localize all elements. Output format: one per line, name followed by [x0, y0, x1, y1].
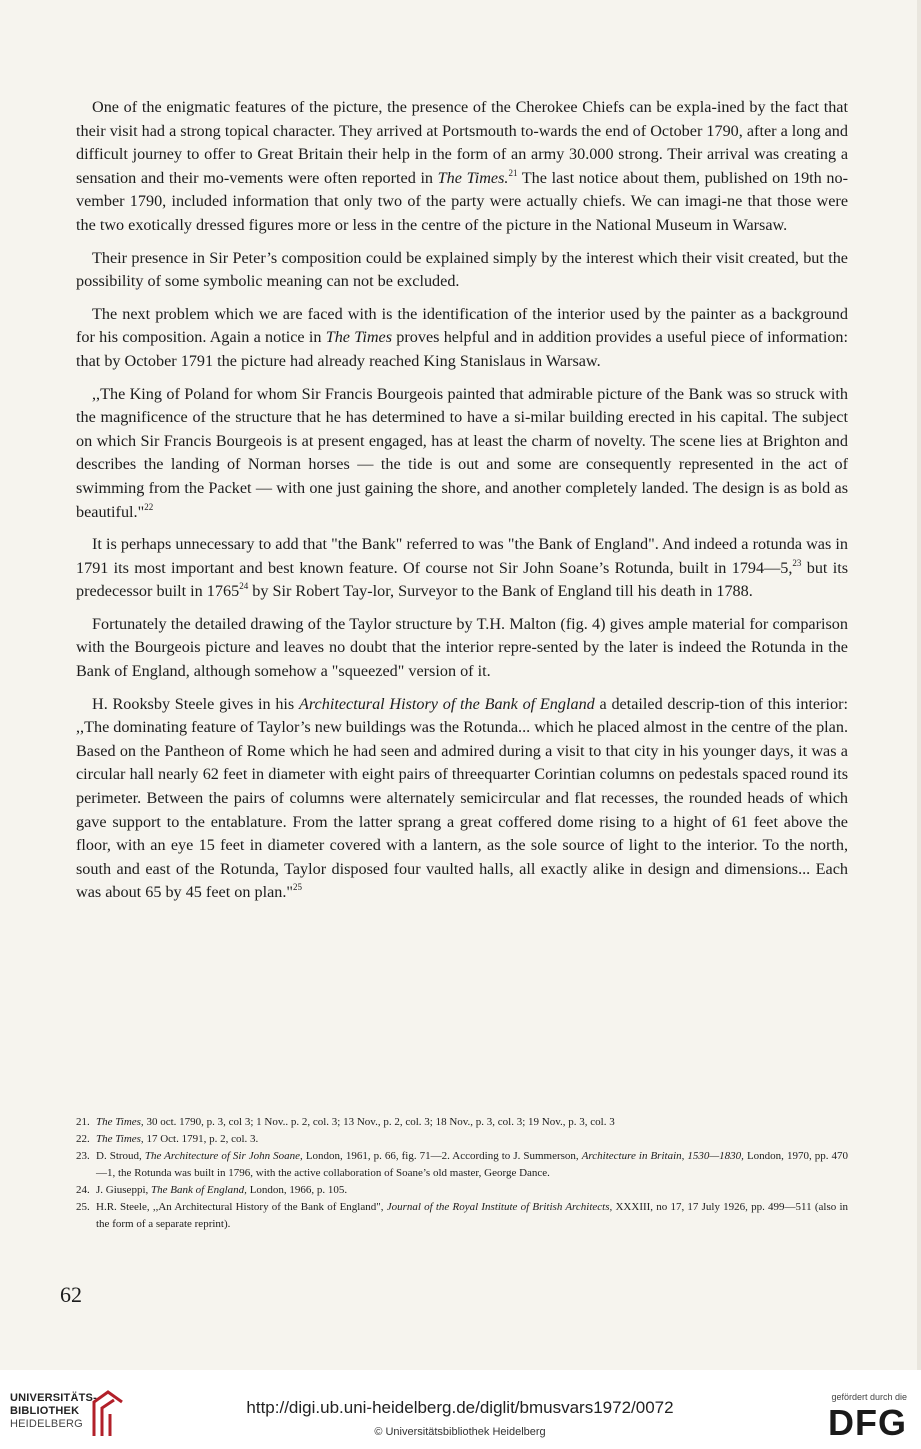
footnote-number: 21. [76, 1116, 90, 1128]
footnote-ref: 25 [293, 882, 302, 893]
footnote-number: 22. [76, 1133, 90, 1145]
text-run: One of the enigmatic features of the picture, the presence of the Cherokee Chiefs can be expla-ined by the fact that their visit had a strong topical character. They arrived at Portsmouth to-wards the end of October 1790, after a long and difficult journey to offer to Great Britain their help in the form of an army 30.000 strong. Their arrival was creating a sensation and their mo-vements were often reported in [76, 98, 848, 187]
italic-text: The Times [325, 328, 393, 347]
footnote-ref: 24 [239, 581, 249, 592]
footnote-number: 25. [76, 1201, 90, 1213]
paragraph [76, 303, 848, 374]
text-run: Fortunately the detailed drawing of the Taylor structure by T.H. Malton (fig. 4) gives ample material for comparison with the Bourgeois picture and leaves no doubt that the interior repre-sented by the later is indeed the Rotunda in the Bank of England, although somehow a "squeezed" version of it. [76, 614, 848, 681]
text-run: It is perhaps unnecessary to add that "the Bank" referred to was "the Bank of England". And indeed a rotunda was in 1791 its most important and best known feature. Of course not Sir John Soane’s Rotunda, built in 1794—5, [76, 535, 848, 577]
footnote-number: 24. [76, 1184, 90, 1196]
italic-text: Architectural History of the Bank of England [298, 694, 595, 713]
text-run: by Sir Robert Tay-lor, Surveyor to the Bank of England till his death in 1788. [248, 582, 753, 601]
footnote-text [96, 1199, 848, 1233]
footnote [76, 1182, 848, 1199]
italic-text: The Times, [96, 1133, 144, 1145]
footnote [76, 1131, 848, 1148]
text-run: proves helpful and in addition provides a useful piece of information: that by October 1791 the picture had already reached King Stanislaus in Warsaw. [76, 328, 849, 370]
text-run: XXXIII, no 17, 17 July 1926, pp. 499—511 (also in the form of a separate reprint). [96, 1201, 848, 1230]
body-text [76, 96, 848, 914]
permalink-url[interactable]: http://digi.ub.uni-heidelberg.de/diglit/bmusvars1972/0072 [246, 1398, 674, 1417]
footnote [76, 1114, 848, 1131]
text-run: The next problem which we are faced with is the identification of the interior used by the painter as a background for his composition. Again a notice in [76, 304, 848, 347]
italic-text: The Architecture of Sir John Soane, [144, 1150, 303, 1162]
italic-text: Architecture in Britain, 1530—1830, [581, 1150, 744, 1162]
footnote [76, 1199, 848, 1233]
italic-text: The Times. [437, 168, 509, 187]
paragraph [76, 383, 848, 525]
library-name-line-2: BIBLIOTHEK [10, 1405, 80, 1417]
text-run: a detailed descrip-tion of this interior: ,,The dominating feature of Taylor’s new buildings was the Rotunda... which he placed almost in the centre of the plan. Based on the Pantheon of Rome which he had seen and admired during a visit to that city in his younger days, it was a circular hall nearly 62 feet in diameter with eight pairs of threequarter Corintian columns on pedestals spaced round its perimeter. Between the pairs of columns were alternately semicircular and flat recesses, the rounded heads of which gave support to the entablature. From the latter sprang a great coffered dome rising to a hight of 61 feet above the floor, with an eye 15 feet in diameter covered with a lantern, as the sole source of light to the interior. To the north, south and east of the Rotunda, Taylor disposed four vaulted halls, all exactly alike in design and dimensions... Each was about 65 by 45 feet on plan." [76, 694, 848, 902]
footnote-text [96, 1114, 848, 1131]
page-number: 62 [60, 1282, 82, 1307]
footnote-text [96, 1148, 848, 1182]
text-run: London, 1966, p. 105. [246, 1184, 348, 1196]
footnote-text [96, 1182, 848, 1199]
italic-text: The Bank of England, [151, 1184, 247, 1196]
text-run: J. Giuseppi, [96, 1184, 151, 1196]
text-run: H. Rooksby Steele gives in his [92, 694, 299, 713]
copyright-notice: © Universitätsbibliothek Heidelberg [374, 1426, 546, 1438]
text-run: 17 Oct. 1791, p. 2, col. 3. [143, 1133, 259, 1145]
library-emblem-icon [88, 1388, 128, 1438]
footnote-ref: 21 [508, 167, 518, 178]
footnotes [76, 1114, 848, 1233]
footnote [76, 1148, 848, 1182]
text-run: ,,The King of Poland for whom Sir Francis Bourgeois painted that admirable picture of the Bank was so struck with the magnificence of the structure that he has determined to have a si-milar building erected in his capital. The subject on which Sir Francis Bourgeois is at present engaged, has at least the charm of novelty. The scene lies at Brighton and describes the landing of Norman horses — the tide is out and some are consequently represented in the act of swimming from the Packet — with one just gaining the shore, and another completely landed. The design is as bold as beautiful." [76, 384, 848, 521]
text-run: 30 oct. 1790, p. 3, col 3; 1 Nov.. p. 2, col. 3; 13 Nov., p. 2, col. 3; 18 Nov., p. 3, col. 3; 19 Nov., p. 3, col. 3 [143, 1116, 615, 1128]
paragraph [76, 613, 848, 684]
italic-text: Journal of the Royal Institute of British Architects, [386, 1201, 613, 1213]
text-run: H.R. Steele, ,,An Architectural History of the Bank of England", [96, 1201, 387, 1213]
italic-text: The Times, [96, 1116, 144, 1128]
footnote-text [96, 1131, 848, 1148]
text-run: London, 1970, pp. 470—1, the Rotunda was built in 1796, with the active collaboration of Soane’s old master, George Dance. [96, 1150, 848, 1179]
footnote-ref: 23 [792, 557, 802, 568]
footnote-number: 23. [76, 1150, 90, 1162]
text-run: D. Stroud, [96, 1150, 145, 1162]
text-run: The last notice about them, published on 19th no-vember 1790, included information that only two of the party were actually chiefs. We can imagi-ne that those were the two exotically dressed figures more or less in the centre of the picture in the National Museum in Warsaw. [76, 168, 848, 234]
paragraph [76, 533, 848, 604]
library-name-line-1: UNIVERSITÄTS- [10, 1392, 97, 1404]
library-name-line-3: HEIDELBERG [10, 1418, 83, 1430]
text-run: London, 1961, p. 66, fig. 71—2. According to J. Summerson, [302, 1150, 582, 1162]
text-run: but its predecessor built in 1765 [76, 558, 849, 601]
paragraph [76, 247, 848, 294]
dfg-logo[interactable]: DFG [828, 1402, 907, 1443]
paragraph [76, 96, 848, 238]
scan-edge [917, 0, 921, 1370]
text-run: Their presence in Sir Peter’s composition could be explained simply by the interest which their visit created, but the possibility of some symbolic meaning can not be excluded. [76, 248, 848, 291]
footer-bar [0, 1370, 921, 1449]
funding-note: gefördert durch die [831, 1392, 907, 1402]
footnote-ref: 22 [144, 501, 154, 512]
library-logo[interactable] [10, 1392, 97, 1431]
paragraph [76, 693, 848, 905]
